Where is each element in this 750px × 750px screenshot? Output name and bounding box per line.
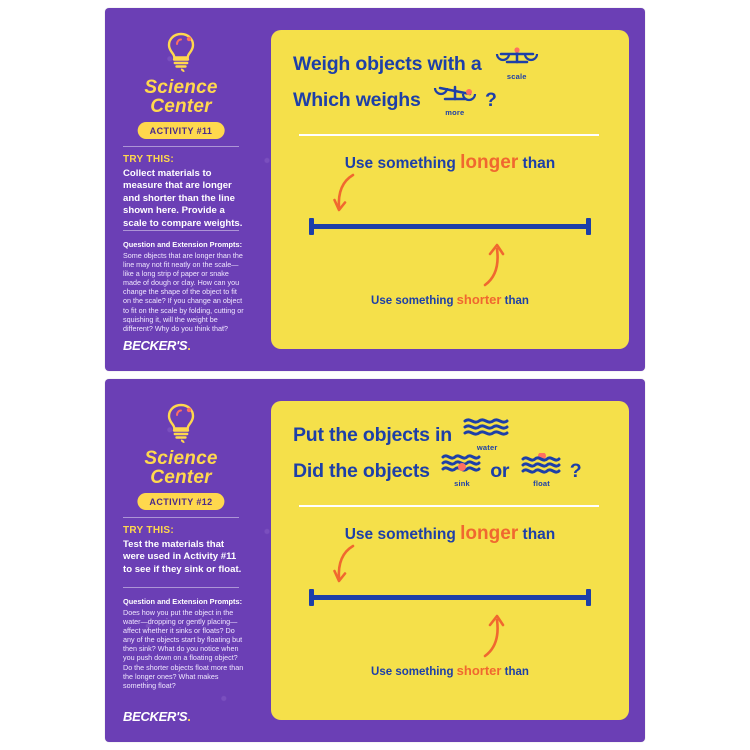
longer-instruction <box>271 152 629 174</box>
question-line-2-tail: ? <box>569 460 582 483</box>
longer-keyword: longer <box>460 152 519 173</box>
try-this-text: Collect materials to measure that are longer and shorter than the line shown here. Provide a scale to compare weights. <box>123 168 243 229</box>
longer-instruction <box>271 523 629 545</box>
divider-top <box>123 517 239 518</box>
water-waves-icon-caption: water <box>476 443 498 452</box>
measuring-line <box>309 218 591 234</box>
measuring-line-cap-right <box>586 589 591 606</box>
longer-keyword: longer <box>460 523 519 544</box>
arrow-up-right-icon <box>476 242 506 293</box>
beckers-logo-text: BECKER'S <box>123 338 188 353</box>
question-line-2 <box>293 86 497 116</box>
longer-prefix: Use something <box>344 526 456 543</box>
activity-card-11 <box>105 8 645 371</box>
divider-bottom <box>123 587 239 588</box>
measuring-line-bar <box>309 224 591 229</box>
shorter-keyword: shorter <box>456 292 502 307</box>
longer-suffix: than <box>522 155 556 172</box>
question-line-2-tail: ? <box>485 89 497 112</box>
card-yellow-panel <box>271 401 629 720</box>
shorter-prefix: Use something <box>371 666 454 678</box>
sink-icon <box>439 457 485 487</box>
prompts-label: Question and Extension Prompts: <box>123 597 243 606</box>
arrow-up-right-icon <box>476 613 506 664</box>
beckers-logo <box>123 338 191 353</box>
question-line-2-mid: or <box>490 460 510 483</box>
question-line-1-text: Weigh objects with a <box>293 53 482 76</box>
shorter-suffix: than <box>504 295 529 307</box>
activity-card-12 <box>105 379 645 742</box>
shorter-keyword: shorter <box>456 663 502 678</box>
lightbulb-icon <box>158 401 204 452</box>
question-line-2-text: Which weighs <box>293 89 421 112</box>
shorter-instruction <box>271 663 629 678</box>
activity-badge: ACTIVITY #11 <box>138 122 225 139</box>
lightbulb-icon <box>158 30 204 81</box>
try-this-label: TRY THIS: <box>123 525 175 536</box>
shorter-prefix: Use something <box>371 295 454 307</box>
longer-suffix: than <box>522 526 556 543</box>
card-yellow-panel <box>271 30 629 349</box>
panel-divider <box>299 505 599 507</box>
brand-title <box>105 449 257 487</box>
shorter-instruction <box>271 292 629 307</box>
activity-badge: ACTIVITY #12 <box>137 493 224 510</box>
beckers-logo-dot: . <box>187 709 191 724</box>
question-line-1-text: Put the objects in <box>293 424 452 447</box>
measuring-line <box>309 589 591 605</box>
shorter-suffix: than <box>504 666 529 678</box>
divider-bottom <box>123 230 239 231</box>
prompts-label: Question and Extension Prompts: <box>123 240 243 249</box>
measuring-line-cap-left <box>309 589 314 606</box>
brand-title-line2: Center <box>150 96 212 117</box>
brand-title-line1: Science <box>144 77 218 98</box>
balance-scale-icon <box>491 50 543 80</box>
measuring-line-bar <box>309 595 591 600</box>
balance-scale-icon-caption: scale <box>506 72 527 81</box>
arrow-down-left-icon <box>331 172 361 221</box>
scale-tipped-icon-caption: more <box>445 108 465 117</box>
brand-title <box>105 78 257 116</box>
measuring-line-cap-left <box>309 218 314 235</box>
beckers-logo <box>123 709 191 724</box>
panel-divider <box>299 134 599 136</box>
arrow-down-left-icon <box>331 543 361 592</box>
brand-title-line2: Center <box>150 467 212 488</box>
prompts-text: Does how you put the object in the water—dropping or gently placing—affect whether it sinks or floats? Do any of the objects start by floating but then sink? What do you notice when you push down on a floating object? Do the shorter objects float more than the longer ones? What makes something float? <box>123 608 244 690</box>
beckers-logo-text: BECKER'S <box>123 709 188 724</box>
float-icon-caption: float <box>533 479 550 488</box>
try-this-label: TRY THIS: <box>123 154 175 165</box>
question-line-2 <box>293 457 581 487</box>
brand-title-line1: Science <box>144 448 218 469</box>
water-waves-icon <box>461 421 513 451</box>
card-left-panel <box>105 8 257 371</box>
scale-tipped-icon <box>430 86 480 116</box>
try-this-text: Test the materials that were used in Activity #11 to see if they sink or float. <box>123 539 242 575</box>
divider-top <box>123 146 239 147</box>
sink-icon-caption: sink <box>454 479 470 488</box>
question-line-2-text: Did the objects <box>293 460 430 483</box>
question-line-1 <box>293 50 543 80</box>
card-left-panel <box>105 379 257 742</box>
measuring-line-cap-right <box>586 218 591 235</box>
float-icon <box>519 457 565 487</box>
prompts-text: Some objects that are longer than the line may not fit neatly on the scale—like a long strip of paper or snake made of dough or clay. How can you change the shape of the object to fit on the scale? If you change an object to fit on the scale by folding, cutting or squishing it, will the weight be different? Why do you think that? <box>123 251 244 333</box>
question-line-1 <box>293 421 513 451</box>
longer-prefix: Use something <box>344 155 456 172</box>
beckers-logo-dot: . <box>187 338 191 353</box>
